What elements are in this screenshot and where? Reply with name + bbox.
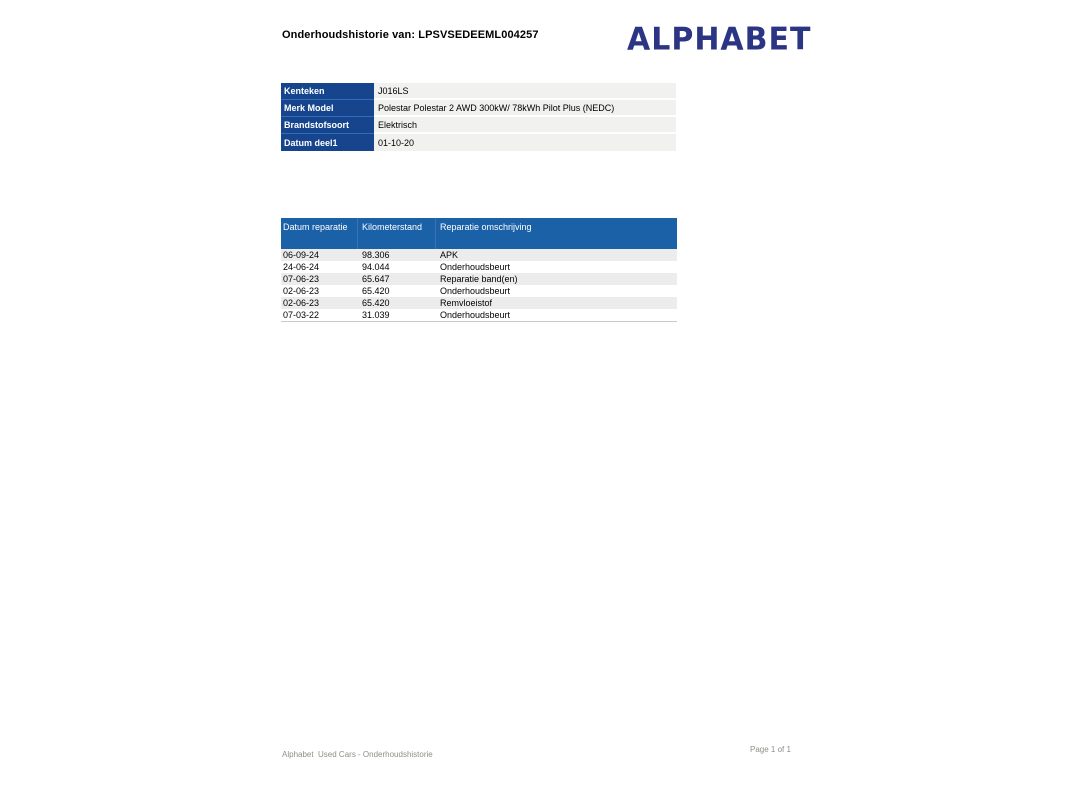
column-header-datum-reparatie: Datum reparatie xyxy=(281,218,358,249)
footer-document-name: Alphabet Used Cars - Onderhoudshistorie xyxy=(282,750,433,759)
cell-datum: 02-06-23 xyxy=(283,286,320,296)
cell-kilometerstand: 94.044 xyxy=(362,262,390,272)
vehicle-info-table xyxy=(281,83,676,151)
cell-omschrijving: Onderhoudsbeurt xyxy=(440,262,511,272)
table-row xyxy=(281,134,676,151)
info-value-datum-deel1: 01-10-20 xyxy=(374,134,676,151)
cell-datum: 07-06-23 xyxy=(283,274,320,284)
table-row xyxy=(281,83,676,100)
cell-omschrijving: Remvloeistof xyxy=(440,298,493,308)
table-header-row xyxy=(281,218,677,249)
footer-page-number: Page 1 of 1 xyxy=(750,745,791,754)
cell-kilometerstand: 31.039 xyxy=(362,310,390,320)
cell-kilometerstand: 98.306 xyxy=(362,250,390,260)
cell-kilometerstand: 65.420 xyxy=(362,298,390,308)
column-header-kilometerstand: Kilometerstand xyxy=(358,218,436,249)
info-value-kenteken: J016LS xyxy=(374,83,676,100)
cell-datum: 02-06-23 xyxy=(283,298,320,308)
cell-omschrijving: Onderhoudsbeurt xyxy=(440,286,511,296)
cell-datum: 24-06-24 xyxy=(283,262,320,272)
table-row xyxy=(281,273,677,285)
cell-omschrijving: Reparatie band(en) xyxy=(440,274,518,284)
page-title: Onderhoudshistorie van: LPSVSEDEEML004257 xyxy=(282,29,539,41)
cell-omschrijving: APK xyxy=(440,250,459,260)
info-label-datum-deel1: Datum deel1 xyxy=(281,134,374,151)
cell-datum: 07-03-22 xyxy=(283,310,320,320)
cell-kilometerstand: 65.647 xyxy=(362,274,390,284)
table-row xyxy=(281,117,676,134)
maintenance-history-table xyxy=(281,218,677,322)
alphabet-logo: ALPHABET xyxy=(627,21,812,58)
info-label-brandstofsoort: Brandstofsoort xyxy=(281,117,374,134)
table-row xyxy=(281,297,677,309)
table-row xyxy=(281,100,676,117)
table-row xyxy=(281,309,677,321)
table-body xyxy=(281,249,677,322)
table-row xyxy=(281,285,677,297)
cell-omschrijving: Onderhoudsbeurt xyxy=(440,310,511,320)
table-row xyxy=(281,249,677,261)
column-header-reparatie-omschrijving: Reparatie omschrijving xyxy=(440,222,532,232)
table-row xyxy=(281,261,677,273)
info-label-merk-model: Merk Model xyxy=(281,100,374,117)
info-value-merk-model: Polestar Polestar 2 AWD 300kW/ 78kWh Pilot Plus (NEDC) xyxy=(374,100,676,117)
info-label-kenteken: Kenteken xyxy=(281,83,374,100)
cell-datum: 06-09-24 xyxy=(283,250,320,260)
cell-kilometerstand: 65.420 xyxy=(362,286,390,296)
info-value-brandstofsoort: Elektrisch xyxy=(374,117,676,134)
